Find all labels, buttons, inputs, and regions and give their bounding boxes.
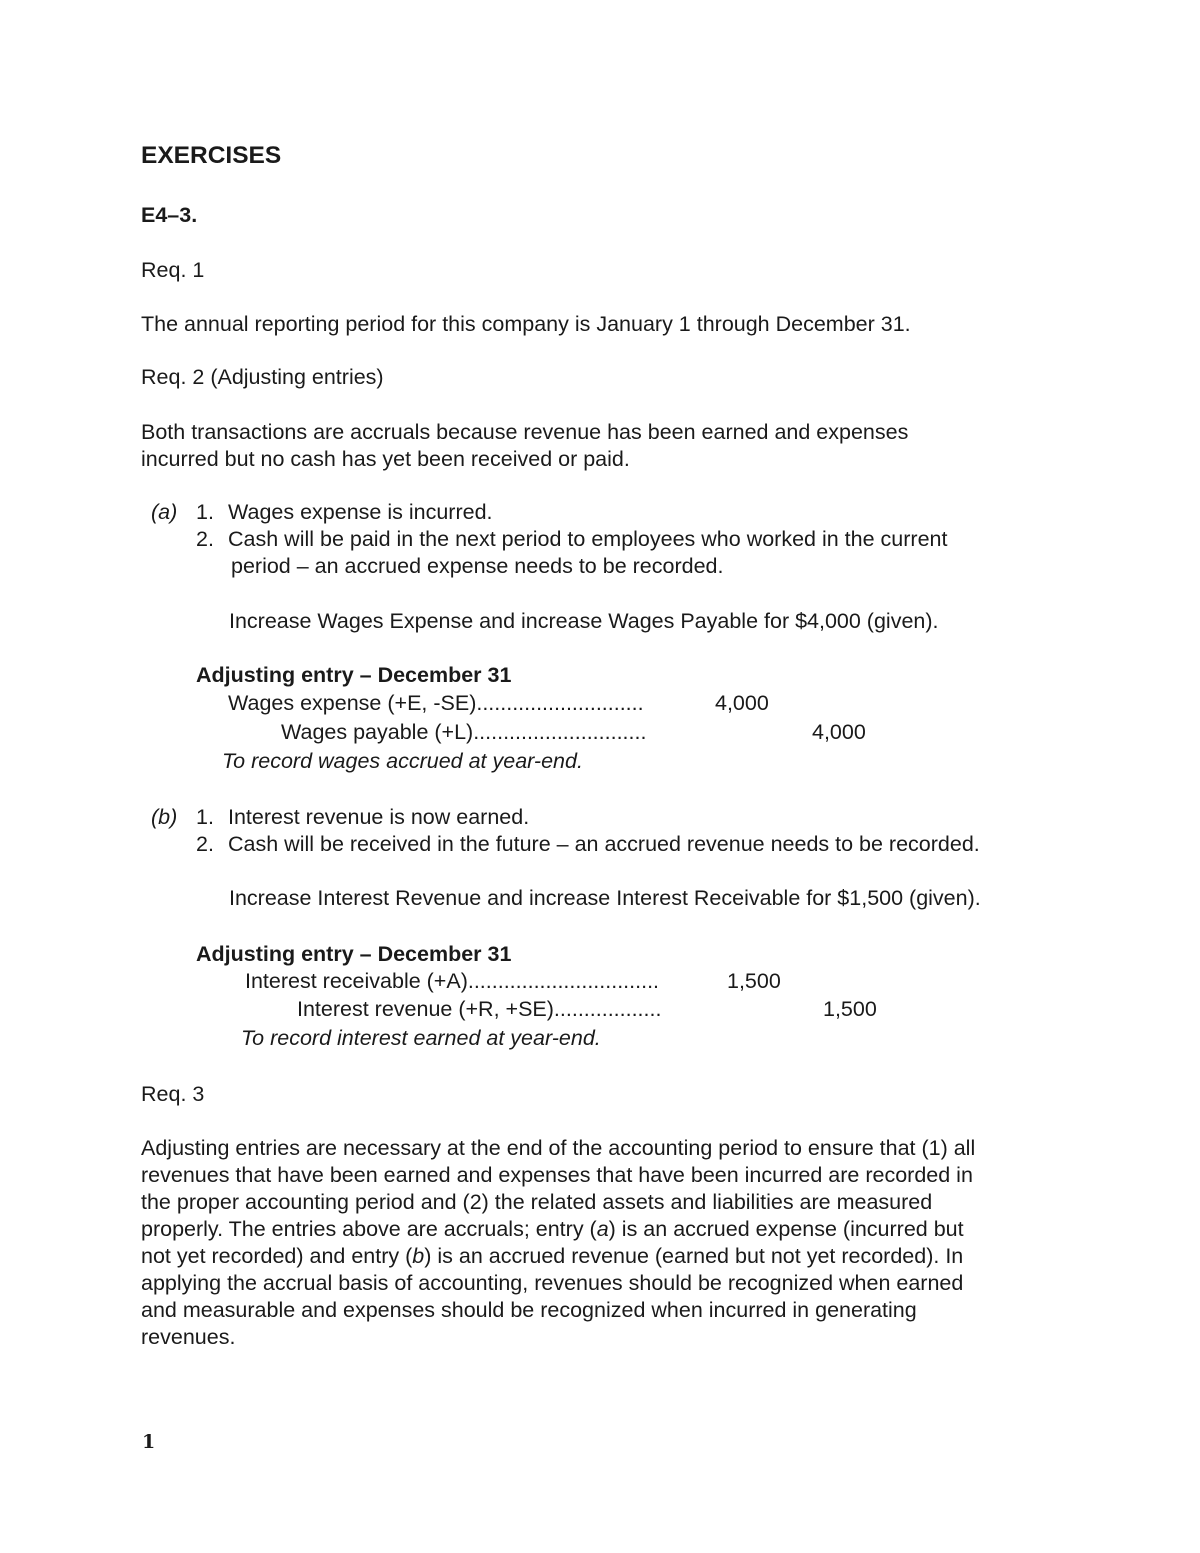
exercise-id: E4–3. bbox=[141, 203, 198, 227]
part-a-item2-number: 2. bbox=[196, 527, 214, 551]
part-b-item2-number: 2. bbox=[196, 832, 214, 856]
part-a-item2-text-line1: Cash will be paid in the next period to employees who worked in the current bbox=[228, 527, 948, 551]
part-a-summary: Increase Wages Expense and increase Wages Payable for $4,000 (given). bbox=[229, 609, 939, 633]
req1-label: Req. 1 bbox=[141, 258, 205, 282]
part-b-item1-text: Interest revenue is now earned. bbox=[228, 805, 530, 829]
page-number: 1 bbox=[142, 1431, 156, 1453]
req1-text: The annual reporting period for this company is January 1 through December 31. bbox=[141, 312, 911, 336]
req2-label: Req. 2 (Adjusting entries) bbox=[141, 365, 384, 389]
part-b-item1-number: 1. bbox=[196, 805, 214, 829]
req3-line4-start: properly. The entries above are accruals; entry ( bbox=[141, 1217, 597, 1241]
req3-line4-end: ) is an accrued expense (incurred but bbox=[608, 1217, 964, 1241]
part-a-entry-title: Adjusting entry – December 31 bbox=[196, 663, 512, 687]
part-a-debit-amount: 4,000 bbox=[715, 691, 769, 715]
entry-a-letter: a bbox=[596, 1217, 609, 1241]
part-b-summary: Increase Interest Revenue and increase Interest Receivable for $1,500 (given). bbox=[229, 886, 981, 910]
part-b-credit-amount: 1,500 bbox=[823, 997, 877, 1021]
req3-line2: revenues that have been earned and expenses that have been incurred are recorded in bbox=[141, 1163, 973, 1187]
req3-line6: applying the accrual basis of accounting, revenues should be recognized when earned bbox=[141, 1271, 964, 1295]
req3-line5-start: not yet recorded) and entry ( bbox=[141, 1244, 413, 1268]
part-b-item2-text: Cash will be received in the future – an accrued revenue needs to be recorded. bbox=[228, 832, 980, 856]
part-a-memo: To record wages accrued at year-end. bbox=[222, 749, 583, 773]
part-a-item1-text: Wages expense is incurred. bbox=[228, 500, 493, 524]
entry-b-letter: b bbox=[412, 1244, 425, 1268]
part-a-item1-number: 1. bbox=[196, 500, 214, 524]
req3-label: Req. 3 bbox=[141, 1082, 205, 1106]
part-a-credit-account: Wages payable (+L)............................. bbox=[281, 720, 647, 744]
part-a-debit-account: Wages expense (+E, -SE)............................ bbox=[228, 691, 644, 715]
part-a-marker: (a) bbox=[151, 500, 178, 524]
req3-line1: Adjusting entries are necessary at the end of the accounting period to ensure that (1) all bbox=[141, 1136, 976, 1160]
part-b-marker: (b) bbox=[151, 805, 178, 829]
req2-intro-line2: incurred but no cash has yet been received or paid. bbox=[141, 447, 630, 471]
req3-line5-end: ) is an accrued revenue (earned but not yet recorded). In bbox=[424, 1244, 964, 1268]
part-a-item2-text-line2: period – an accrued expense needs to be recorded. bbox=[231, 554, 724, 578]
part-b-debit-amount: 1,500 bbox=[727, 969, 781, 993]
req3-line7: and measurable and expenses should be recognized when incurred in generating bbox=[141, 1298, 917, 1322]
req3-line3: the proper accounting period and (2) the related assets and liabilities are measured bbox=[141, 1190, 933, 1214]
part-b-credit-account: Interest revenue (+R, +SE).................. bbox=[297, 997, 662, 1021]
page-heading: EXERCISES bbox=[141, 142, 282, 169]
req3-line4 bbox=[141, 1216, 964, 1243]
part-b-debit-account: Interest receivable (+A)................................ bbox=[245, 969, 660, 993]
part-a-credit-amount: 4,000 bbox=[812, 720, 866, 744]
part-b-memo: To record interest earned at year-end. bbox=[241, 1026, 601, 1050]
part-b-entry-title: Adjusting entry – December 31 bbox=[196, 942, 512, 966]
req3-line5 bbox=[141, 1243, 963, 1270]
req2-intro-line1: Both transactions are accruals because revenue has been earned and expenses bbox=[141, 420, 909, 444]
req3-line8: revenues. bbox=[141, 1325, 236, 1349]
